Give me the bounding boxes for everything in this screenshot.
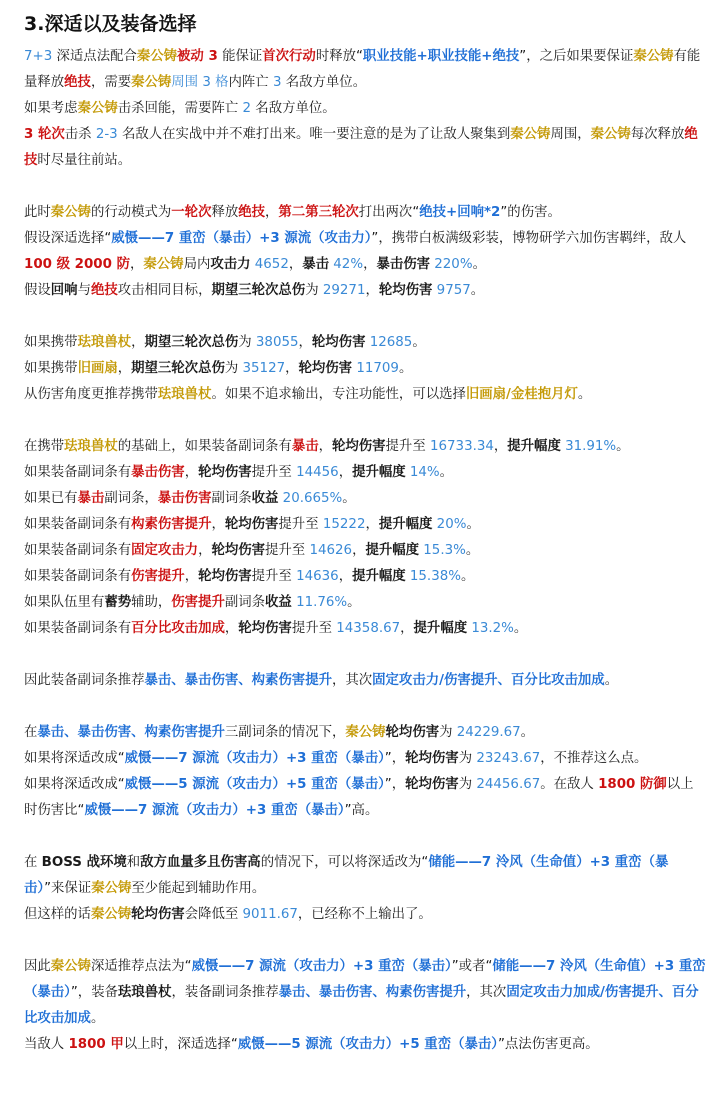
text-run: 伤害提升 bbox=[131, 569, 185, 584]
text-run: ， bbox=[400, 621, 414, 636]
text-run: 12685 bbox=[365, 335, 413, 350]
text-run: 伤害提升 bbox=[171, 595, 225, 610]
paragraph bbox=[24, 564, 706, 590]
text-run: 暴击、暴击伤害、构素伤害提升 bbox=[144, 673, 332, 688]
paragraph bbox=[24, 44, 706, 96]
text-run: ，装备副词条推荐 bbox=[171, 985, 279, 1000]
text-run: 绝技 bbox=[24, 127, 698, 168]
text-run: 期望三轮次总伤 bbox=[211, 283, 306, 298]
text-run: 暴击 bbox=[302, 257, 330, 272]
text-run: 轮均伤害 bbox=[298, 361, 353, 376]
text-run: 。在敌人 bbox=[540, 777, 599, 792]
text-run: 38055 bbox=[255, 335, 299, 350]
text-run: ”，之后如果要保证 bbox=[519, 49, 634, 64]
text-run: ， bbox=[285, 361, 299, 376]
text-run: 。 bbox=[472, 257, 486, 272]
text-run: ”， bbox=[384, 777, 406, 792]
paragraph bbox=[24, 850, 706, 902]
text-run: 轮均伤害 bbox=[405, 777, 459, 792]
text-run: 固定攻击力/伤害提升、百分比攻击加成 bbox=[372, 673, 605, 688]
text-run: 威慑——5 源流（攻击力）+5 重峦（暴击） bbox=[237, 1037, 498, 1052]
text-run: ”或者“ bbox=[451, 959, 493, 974]
text-run: 秦公铸 bbox=[90, 907, 132, 922]
text-run: 百分比攻击加成 bbox=[131, 621, 225, 636]
text-run: 提升至 bbox=[278, 517, 323, 532]
text-run: 的基础上，如果装备副词条有 bbox=[117, 439, 292, 454]
text-run: 第二第三轮次 bbox=[278, 205, 359, 220]
text-run: 轮均伤害 bbox=[385, 725, 440, 740]
text-run: 如果考虑 bbox=[24, 101, 78, 116]
text-run: ， bbox=[365, 517, 379, 532]
paragraph bbox=[24, 200, 706, 226]
text-run: 暴击 bbox=[291, 439, 319, 454]
text-run: 为 bbox=[305, 283, 323, 298]
text-run: ”，装备 bbox=[70, 985, 118, 1000]
text-run: ， bbox=[352, 543, 366, 558]
text-run: 局内 bbox=[183, 257, 211, 272]
text-run: 如果队伍里有 bbox=[24, 595, 105, 610]
text-run: 威慑——7 重峦（暴击）+3 源流（攻击力） bbox=[111, 231, 372, 246]
paragraph bbox=[24, 486, 706, 512]
text-run: 副词条 bbox=[224, 595, 266, 610]
text-run: 如果装备副词条有 bbox=[24, 621, 132, 636]
text-run: 如果将深适改成“ bbox=[24, 751, 125, 766]
text-run: 名敌方单位。 bbox=[251, 101, 336, 116]
text-run: ，已经称不上输出了。 bbox=[297, 907, 432, 922]
text-run: 暴击伤害 bbox=[131, 465, 185, 480]
text-run: 固定攻击力加成/伤害提升、百分比攻击加成 bbox=[24, 985, 699, 1026]
text-run: 三副词条的情况下， bbox=[224, 725, 346, 740]
text-run: ， bbox=[211, 517, 225, 532]
text-run: 。 bbox=[412, 335, 426, 350]
paragraph bbox=[24, 96, 706, 122]
text-run: 为 bbox=[458, 777, 477, 792]
text-run: ”点法伤害更高。 bbox=[497, 1037, 599, 1052]
text-run: 职业技能+职业技能+绝技 bbox=[362, 49, 520, 64]
text-run: 副词条 bbox=[211, 491, 252, 506]
text-run: 24229.67 bbox=[456, 725, 521, 740]
text-run: 29271 bbox=[322, 283, 366, 298]
text-run: 轮均伤害 bbox=[131, 907, 185, 922]
text-run: 打出两次“ bbox=[358, 205, 420, 220]
text-run: 回响 bbox=[50, 283, 78, 298]
text-run: 提升至 bbox=[265, 543, 310, 558]
text-run: 此时 bbox=[24, 205, 51, 220]
text-run: BOSS 战环境 bbox=[41, 855, 127, 870]
text-run: 秦公铸 bbox=[131, 75, 172, 90]
text-run: 暴击伤害 bbox=[376, 257, 431, 272]
text-run: 收益 bbox=[251, 491, 279, 506]
text-run: 如果装备副词条有 bbox=[24, 517, 132, 532]
text-run: 14456 bbox=[296, 465, 339, 480]
text-run: 轮均伤害 bbox=[238, 621, 292, 636]
text-run: 轮均伤害 bbox=[224, 517, 279, 532]
text-run: ， bbox=[184, 465, 199, 480]
text-run: ， bbox=[130, 257, 144, 272]
text-run: 威慑——7 源流（攻击力）+3 重峦（暴击） bbox=[84, 803, 345, 818]
text-run: ”高。 bbox=[344, 803, 379, 818]
text-run: 的行动模式为 bbox=[90, 205, 172, 220]
text-run: 威慑——5 源流（攻击力）+5 重峦（暴击） bbox=[124, 777, 385, 792]
text-run: 绝技 bbox=[90, 283, 118, 298]
text-run: 暴击、暴击伤害、构素伤害提升 bbox=[37, 725, 225, 740]
text-run: 威慑——7 源流（攻击力）+3 重峦（暴击） bbox=[124, 751, 385, 766]
text-run: 会降低至 bbox=[184, 907, 243, 922]
text-run: 因此 bbox=[24, 959, 51, 974]
text-run: 轮均伤害 bbox=[311, 335, 366, 350]
text-run: 。 bbox=[347, 595, 361, 610]
text-run: 100 级 2000 防 bbox=[24, 257, 130, 272]
text-run: 绝技 bbox=[238, 205, 266, 220]
text-run: 名敌人在实战中并不难打出来。唯一要注意的是为了让敌人聚集到 bbox=[117, 127, 511, 142]
text-run: ，不推荐这么点。 bbox=[540, 751, 648, 766]
text-run: 收益 bbox=[265, 595, 292, 610]
text-run: ， bbox=[288, 257, 303, 272]
text-run: 深适推荐点法为“ bbox=[90, 959, 192, 974]
text-run: 周围， bbox=[550, 127, 591, 142]
text-run: 。 bbox=[470, 283, 485, 298]
text-run: 珐琅兽杖 bbox=[157, 387, 212, 402]
text-run: 蓄势 bbox=[104, 595, 132, 610]
text-run: 储能——7 泠风（生命值）+3 重峦（暴击） bbox=[24, 855, 669, 896]
text-run: ， bbox=[184, 569, 199, 584]
text-run: 暴击、暴击伤害、构素伤害提升 bbox=[278, 985, 467, 1000]
text-run: 35127 bbox=[242, 361, 286, 376]
text-run: 假设 bbox=[24, 283, 51, 298]
text-run: 以上时伤害比“ bbox=[24, 777, 694, 818]
text-run: 珐琅兽杖 bbox=[117, 985, 172, 1000]
text-run: 有能量释放 bbox=[24, 49, 701, 90]
text-run: 11709 bbox=[352, 361, 399, 376]
text-run: ， bbox=[338, 569, 353, 584]
text-run: 7+3 bbox=[24, 49, 53, 64]
text-run: 1800 防御 bbox=[598, 777, 667, 792]
text-run: 提升至 bbox=[291, 621, 337, 636]
text-run: 。 bbox=[460, 569, 475, 584]
text-run: 4652 bbox=[250, 257, 289, 272]
paragraph bbox=[24, 772, 706, 824]
text-run: 如果装备副词条有 bbox=[24, 543, 132, 558]
text-run: 秦公铸 bbox=[510, 127, 551, 142]
text-run: 敌方血量多且伤害高 bbox=[140, 855, 261, 870]
text-run: 轮均伤害 bbox=[331, 439, 386, 454]
text-run: 暴击伤害 bbox=[157, 491, 212, 506]
text-run: 但这样的话 bbox=[24, 907, 91, 922]
text-run: 20% bbox=[432, 517, 467, 532]
text-run: ， bbox=[117, 361, 132, 376]
text-run: 。 bbox=[520, 725, 535, 740]
paragraph bbox=[24, 1032, 706, 1058]
text-run: 31.91% bbox=[560, 439, 617, 454]
text-run: 为 bbox=[224, 361, 243, 376]
text-run: 13.2% bbox=[467, 621, 514, 636]
paragraph bbox=[24, 616, 706, 642]
text-run: 16733.34 bbox=[429, 439, 494, 454]
text-run: 。 bbox=[398, 361, 413, 376]
text-run: 辅助， bbox=[131, 595, 172, 610]
text-run: 从伤害角度更推荐携带 bbox=[24, 387, 158, 402]
text-run: 秦公铸 bbox=[77, 101, 118, 116]
paragraph bbox=[24, 330, 706, 356]
text-run: 周围 3 格 bbox=[171, 75, 229, 90]
document-body bbox=[24, 44, 706, 1058]
text-run: 轮均伤害 bbox=[378, 283, 433, 298]
text-run: ， bbox=[338, 465, 353, 480]
text-run: 3 轮次 bbox=[24, 127, 65, 142]
text-run: 3 bbox=[272, 75, 282, 90]
text-run: 为 bbox=[439, 725, 457, 740]
text-run: 15222 bbox=[322, 517, 366, 532]
text-run: ， bbox=[493, 439, 508, 454]
text-run: 秦公铸 bbox=[136, 49, 178, 64]
text-run: 23243.67 bbox=[476, 751, 541, 766]
text-run: ”来保证 bbox=[44, 881, 92, 896]
text-run: 24456.67 bbox=[476, 777, 541, 792]
text-run: ， bbox=[131, 335, 145, 350]
text-run: 秦公铸 bbox=[143, 257, 184, 272]
text-run: 内阵亡 bbox=[228, 75, 273, 90]
text-run: 构素伤害提升 bbox=[131, 517, 212, 532]
paragraph bbox=[24, 668, 706, 694]
text-run: ， bbox=[198, 543, 212, 558]
text-run: 提升至 bbox=[385, 439, 430, 454]
text-run: ，其次 bbox=[331, 673, 373, 688]
text-run: 提升至 bbox=[251, 465, 297, 480]
text-run: 在 bbox=[24, 725, 38, 740]
text-run: 提升幅度 bbox=[507, 439, 561, 454]
text-run: 暴击 bbox=[77, 491, 105, 506]
text-run: 珐琅兽杖 bbox=[64, 439, 118, 454]
text-run: 首次行动 bbox=[262, 49, 316, 64]
text-run: 绝技+回响*2 bbox=[419, 205, 501, 220]
text-run: 在 bbox=[24, 855, 42, 870]
text-run: 20.665% bbox=[278, 491, 343, 506]
text-run: ， bbox=[224, 621, 239, 636]
text-run: 。 bbox=[439, 465, 454, 480]
text-run: 如果装备副词条有 bbox=[24, 569, 132, 584]
paragraph bbox=[24, 226, 706, 278]
text-run: 。 bbox=[513, 621, 528, 636]
text-run: 秦公铸 bbox=[50, 205, 91, 220]
text-run: 15.3% bbox=[419, 543, 466, 558]
text-run: 每次释放 bbox=[630, 127, 685, 142]
text-run: 深适点法配合 bbox=[52, 49, 137, 64]
text-run: 秦公铸 bbox=[50, 959, 91, 974]
text-run: ，其次 bbox=[466, 985, 507, 1000]
text-run: 14636 bbox=[296, 569, 339, 584]
text-run: 因此装备副词条推荐 bbox=[24, 673, 145, 688]
text-run: 提升幅度 bbox=[352, 465, 406, 480]
text-run: 。 bbox=[616, 439, 630, 454]
text-run: 14626 bbox=[309, 543, 353, 558]
text-run: 提升幅度 bbox=[365, 543, 420, 558]
text-run: 14358.67 bbox=[336, 621, 401, 636]
text-run: 。 bbox=[90, 1011, 105, 1026]
paragraph bbox=[24, 512, 706, 538]
text-run: ”， bbox=[384, 751, 406, 766]
paragraph bbox=[24, 590, 706, 616]
text-run: 旧画扇/金桂抱月灯 bbox=[465, 387, 578, 402]
text-run: 秦公铸 bbox=[91, 881, 132, 896]
text-run: 提升至 bbox=[251, 569, 297, 584]
text-run: 如果携带 bbox=[24, 335, 78, 350]
text-run: 期望三轮次总伤 bbox=[144, 335, 239, 350]
text-run: 。如果不追求输出，专注功能性，可以选择 bbox=[211, 387, 466, 402]
text-run: 。 bbox=[465, 543, 480, 558]
text-run: 。 bbox=[466, 517, 480, 532]
paragraph bbox=[24, 538, 706, 564]
text-run: ， bbox=[365, 283, 379, 298]
text-run: 秦公铸 bbox=[590, 127, 631, 142]
text-run: 副词条， bbox=[104, 491, 158, 506]
text-run: 。 bbox=[342, 491, 356, 506]
paragraph bbox=[24, 382, 706, 408]
text-run: 释放 bbox=[211, 205, 239, 220]
text-run: ”的伤害。 bbox=[500, 205, 561, 220]
text-run: 当敌人 bbox=[24, 1037, 69, 1052]
text-run: 假设深适选择“ bbox=[24, 231, 112, 246]
text-run: 一轮次 bbox=[171, 205, 212, 220]
text-run: 以上时，深适选择“ bbox=[123, 1037, 238, 1052]
text-run: 至少能起到辅助作用。 bbox=[131, 881, 266, 896]
text-run: 储能——7 泠风（生命值）+3 重峦（暴击） bbox=[24, 959, 706, 1000]
text-run: 轮均伤害 bbox=[198, 569, 252, 584]
text-run: 时尽量往前站。 bbox=[37, 153, 132, 168]
text-run: ， bbox=[363, 257, 377, 272]
text-run: 提升幅度 bbox=[378, 517, 433, 532]
text-run: 如果装备副词条有 bbox=[24, 465, 132, 480]
text-run: 轮均伤害 bbox=[198, 465, 252, 480]
text-run: 轮均伤害 bbox=[211, 543, 266, 558]
text-run: 1800 甲 bbox=[68, 1037, 124, 1052]
paragraph bbox=[24, 746, 706, 772]
text-run: 轮均伤害 bbox=[405, 751, 459, 766]
text-run: 攻击力 bbox=[210, 257, 251, 272]
text-run: 击杀 bbox=[64, 127, 96, 142]
paragraph bbox=[24, 954, 706, 1032]
text-run: 被动 3 bbox=[177, 49, 218, 64]
text-run: 为 bbox=[458, 751, 477, 766]
text-run: 与 bbox=[77, 283, 91, 298]
text-run: 期望三轮次总伤 bbox=[131, 361, 225, 376]
text-run: 42% bbox=[329, 257, 364, 272]
text-run: 如果携带 bbox=[24, 361, 78, 376]
section-heading: 3.深适以及装备选择 bbox=[24, 13, 197, 35]
text-run: 击杀回能，需要阵亡 bbox=[117, 101, 243, 116]
text-run: 2-3 bbox=[95, 127, 118, 142]
text-run: 绝技 bbox=[64, 75, 91, 90]
paragraph bbox=[24, 434, 706, 460]
text-run: 。 bbox=[604, 673, 619, 688]
text-run: 提升幅度 bbox=[413, 621, 468, 636]
paragraph bbox=[24, 460, 706, 486]
text-run: 提升幅度 bbox=[352, 569, 406, 584]
text-run: 威慑——7 源流（攻击力）+3 重峦（暴击） bbox=[191, 959, 452, 974]
text-run: 和 bbox=[126, 855, 141, 870]
text-run: 珐琅兽杖 bbox=[77, 335, 132, 350]
text-run: 9757 bbox=[432, 283, 471, 298]
text-run: ， bbox=[265, 205, 279, 220]
paragraph bbox=[24, 356, 706, 382]
text-run: 14% bbox=[405, 465, 440, 480]
paragraph bbox=[24, 278, 706, 304]
paragraph bbox=[24, 720, 706, 746]
text-run: 固定攻击力 bbox=[131, 543, 199, 558]
text-run: 如果已有 bbox=[24, 491, 78, 506]
text-run: 如果将深适改成“ bbox=[24, 777, 125, 792]
paragraph bbox=[24, 122, 706, 174]
text-run: 220% bbox=[430, 257, 473, 272]
text-run: ，需要 bbox=[90, 75, 132, 90]
text-run: 11.76% bbox=[291, 595, 348, 610]
text-run: 15.38% bbox=[405, 569, 461, 584]
text-run: 名敌方单位。 bbox=[281, 75, 367, 90]
text-run: ， bbox=[318, 439, 332, 454]
text-run: 9011.67 bbox=[242, 907, 298, 922]
text-run: 的情况下，可以将深适改为“ bbox=[260, 855, 429, 870]
text-run: 能保证 bbox=[217, 49, 263, 64]
text-run: ， bbox=[298, 335, 312, 350]
text-run: 2 bbox=[242, 101, 252, 116]
text-run: 攻击相同目标， bbox=[117, 283, 212, 298]
text-run: 旧画扇 bbox=[77, 361, 118, 376]
text-run: 在携带 bbox=[24, 439, 65, 454]
text-run: ”，携带白板满级彩装，博物研学六加伤害羁绊，敌人 bbox=[371, 231, 687, 246]
text-run: 为 bbox=[238, 335, 256, 350]
text-run: 秦公铸 bbox=[345, 725, 386, 740]
paragraph bbox=[24, 902, 706, 928]
text-run: 时释放“ bbox=[315, 49, 363, 64]
text-run: 。 bbox=[577, 387, 592, 402]
text-run: 秦公铸 bbox=[633, 49, 674, 64]
